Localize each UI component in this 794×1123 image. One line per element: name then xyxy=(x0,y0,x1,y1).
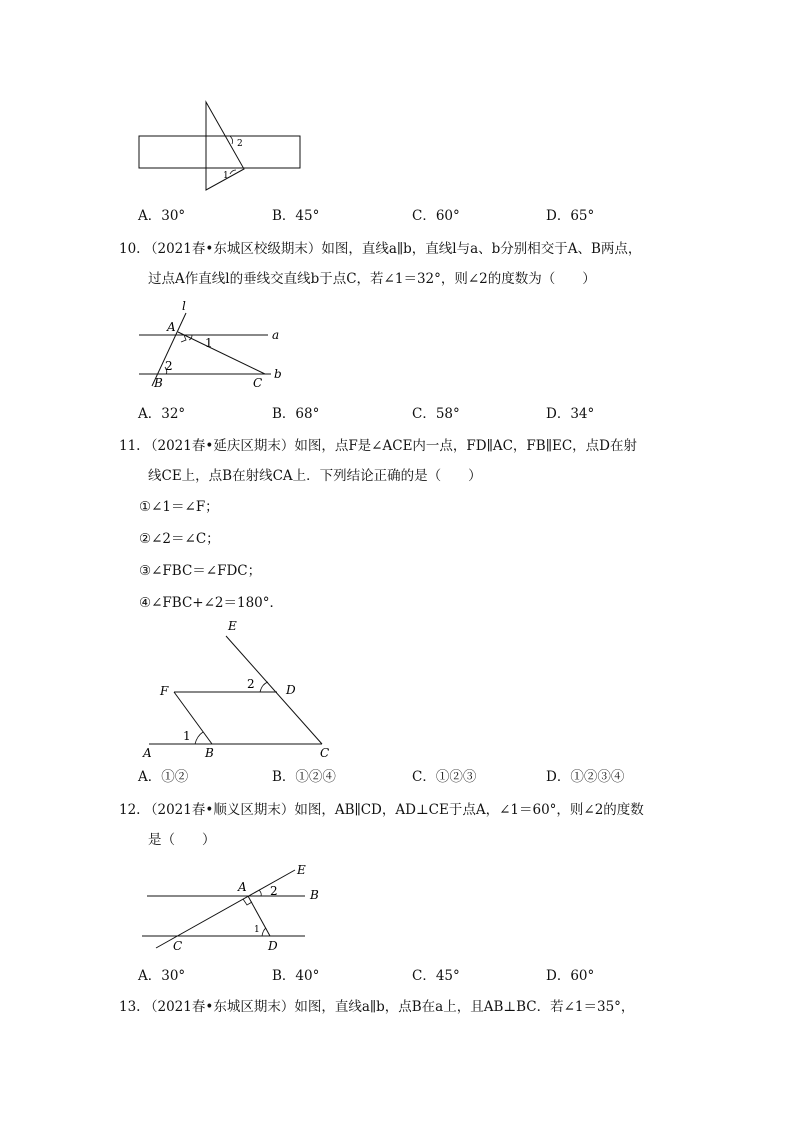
q10-option-d[interactable]: D．34° xyxy=(546,406,595,422)
q11-option-b[interactable]: B．①②④ xyxy=(272,769,336,785)
q12-option-b[interactable]: B．40° xyxy=(272,968,320,984)
q12-stem-line2: 是（ ） xyxy=(148,832,216,848)
q11-angle2-label: 2 xyxy=(247,677,255,691)
q12-option-d[interactable]: D．60° xyxy=(546,968,595,984)
q10-number: 10. xyxy=(119,241,141,257)
q9-option-d[interactable]: D．65° xyxy=(546,208,595,224)
q12-angle1-label: 1 xyxy=(254,925,260,935)
q12-label-B: B xyxy=(310,888,319,902)
q10-label-a: a xyxy=(272,328,280,342)
q9-option-a[interactable]: A．30° xyxy=(138,208,186,224)
q11-label-D: D xyxy=(286,683,296,697)
q13-number: 13. xyxy=(119,999,141,1015)
q13-stem-line1: （2021春•东城区期末）如图，直线a∥b，点B在a上，且AB⊥BC．若∠1＝35°， xyxy=(144,999,635,1015)
q12-stem-line1: （2021春•顺义区期末）如图，AB∥CD，AD⊥CE于点A，∠1＝60°，则∠2的度数 xyxy=(144,802,644,818)
q11-label-A: A xyxy=(143,746,152,760)
q11-stem-line2: 线CE上，点B在射线CA上．下列结论正确的是（ ） xyxy=(148,468,482,484)
q11-option-c[interactable]: C．①②③ xyxy=(412,769,477,785)
q10-label-C: C xyxy=(253,376,263,390)
q11-statement-4: ④∠FBC+∠2＝180°． xyxy=(139,595,284,611)
q11-statement-2: ②∠2＝∠C； xyxy=(139,531,220,547)
q11-option-d[interactable]: D．①②③④ xyxy=(546,769,625,785)
q10-stem-line1: （2021春•东城区校级期末）如图，直线a∥b，直线l与a、b分别相交于A、B两点， xyxy=(144,241,642,257)
q10-label-A: A xyxy=(167,320,176,334)
q12-angle1-arc xyxy=(262,928,266,936)
q10-label-B: B xyxy=(154,376,163,390)
q12-option-c[interactable]: C．45° xyxy=(412,968,460,984)
q12-option-a[interactable]: A．30° xyxy=(138,968,186,984)
q11-statement-1: ①∠1＝∠F； xyxy=(139,499,219,515)
q11-label-F: F xyxy=(160,684,169,698)
q12-angle2-label: 2 xyxy=(270,884,278,898)
q11-option-a[interactable]: A．①② xyxy=(138,769,189,785)
q12-label-C: C xyxy=(173,939,183,953)
q10-stem-line2: 过点A作直线l的垂线交直线b于点C，若∠1＝32°，则∠2的度数为（ ） xyxy=(148,271,596,287)
q9-option-b[interactable]: B．45° xyxy=(272,208,320,224)
q11-number: 11. xyxy=(119,438,141,454)
q11-label-E: E xyxy=(228,619,237,633)
q12-label-D: D xyxy=(268,939,278,953)
q12-label-E: E xyxy=(297,863,306,877)
q11-label-C: C xyxy=(320,746,330,760)
q10-label-l: l xyxy=(182,299,186,313)
q9-option-c[interactable]: C．60° xyxy=(412,208,460,224)
q11-stem-line1: （2021春•延庆区期末）如图，点F是∠ACE内一点，FD∥AC，FB∥EC，点D在射 xyxy=(144,438,637,454)
q10-angle2-label: 2 xyxy=(165,359,173,373)
q10-option-a[interactable]: A．32° xyxy=(138,406,186,422)
q11-statement-3: ③∠FBC＝∠FDC； xyxy=(139,563,262,579)
q12-angle2-arc xyxy=(259,890,261,896)
q12-label-A: A xyxy=(238,880,247,894)
q9-angle2-label: 2 xyxy=(237,139,243,149)
q10-option-c[interactable]: C．58° xyxy=(412,406,460,422)
q9-angle1-label: 1 xyxy=(223,171,229,181)
q10-label-b: b xyxy=(274,367,282,381)
q10-option-b[interactable]: B．68° xyxy=(272,406,320,422)
q10-angle1-label: 1 xyxy=(205,336,213,350)
q12-number: 12. xyxy=(119,802,141,818)
q11-label-B: B xyxy=(205,746,214,760)
q11-angle1-label: 1 xyxy=(183,729,191,743)
